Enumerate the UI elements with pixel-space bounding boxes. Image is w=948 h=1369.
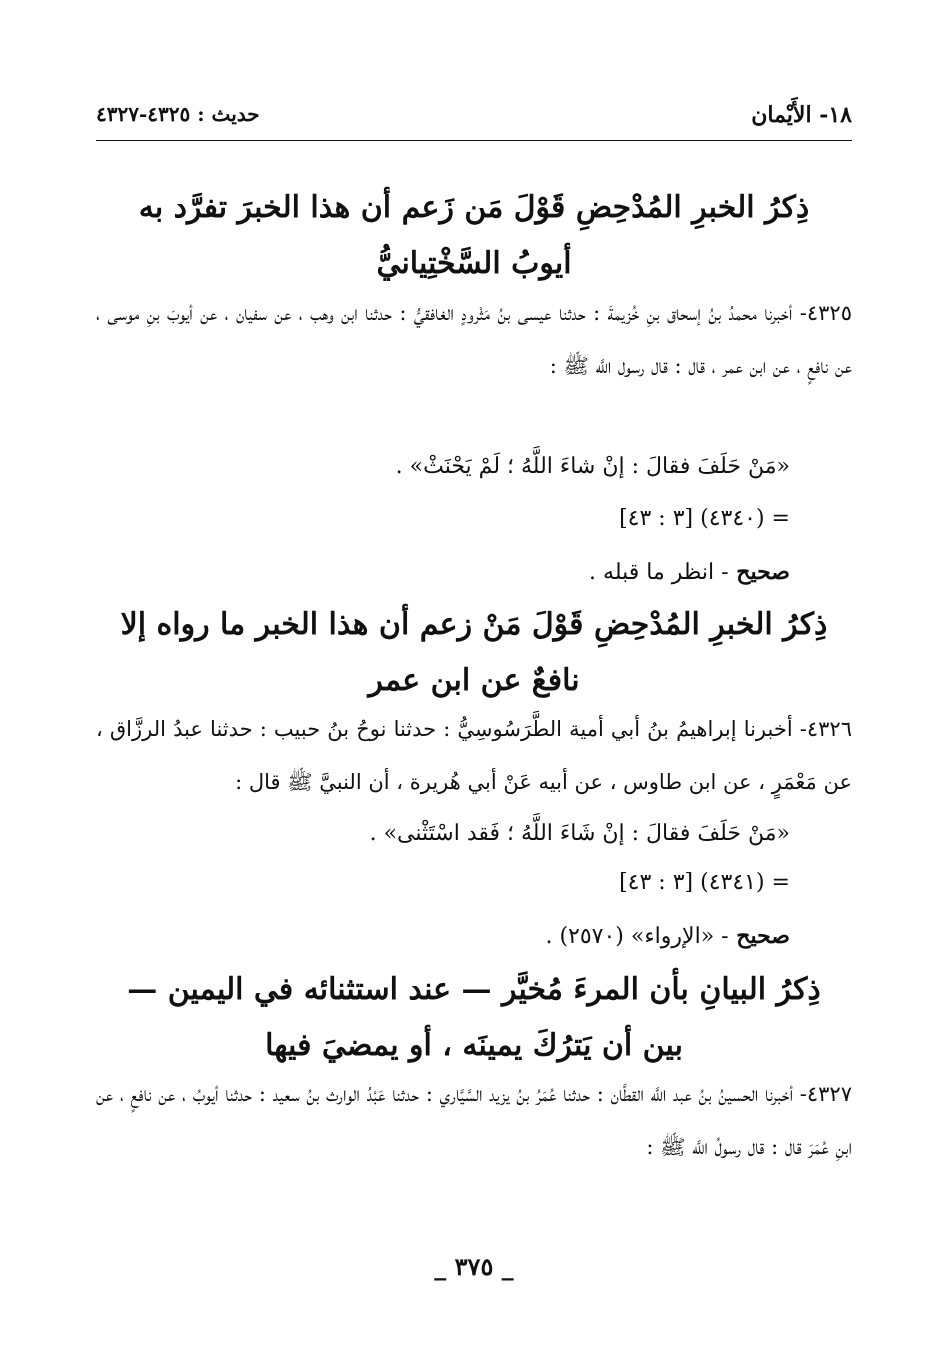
chapter-title: ١٨- الأَيْمان [751, 102, 852, 128]
hadith-reference: = (٤٣٤٠) [٣ : ٤٣] [619, 506, 790, 531]
hadith-matn: «مَنْ حَلَفَ فقالَ : إنْ شاءَ اللَّهُ ؛ لَمْ يَحْنَثْ» . [395, 454, 790, 479]
hadith-grade [545, 923, 790, 949]
section-heading: ذِكرُ الخبرِ المُدْحِضِ قَوْلَ مَن زَعم أن هذا الخبرَ تفرَّد به أيوبُ السَّخْتِيانيُّ [138, 190, 810, 281]
section-heading: ذِكرُ البيانِ بأن المرءَ مُخيَّر — عند استثنائه في اليمين — بين أن يَترُكَ يمينَه ، أو يمضيَ فيها [127, 972, 821, 1063]
hadith-isnad: ٤٣٢٥- أخبرنا محمدُ بنُ إسحاق بنِ خُزيمةَ : حدثنا عيسى بنُ مَثْرودٍ الغافقيُّ : حدثنا ابن وهب ، عن سفيان ، عن أيوبَ بنِ موسى ، عن نافعٍ ، عن ابن عمر ، قال : قال رسول اللَّه ﷺ : [96, 301, 852, 378]
page-number: _ ٣٧٥ _ [434, 1252, 514, 1281]
grade-label: صحيح [736, 559, 790, 585]
section-heading: ذِكرُ الخبرِ المُدْحِضِ قَوْلَ مَنْ زعم أن هذا الخبر ما رواه إلا نافعٌ عن ابن عمر [120, 607, 828, 698]
hadith-grade [589, 559, 790, 585]
hadith-isnad: ٤٣٢٧- أخبرنا الحسينُ بنُ عبد اللَّه القطَّان : حدثنا عُمَرُ بنُ يزيد السَّيَّاري : حدثنا عَبْدُ الوارث بنُ سعيد : حدثنا أيوبُ ، عن نافعٍ ، عن ابنِ عُمَرَ قال : قال رسولُ اللَّه ﷺ : [96, 1082, 852, 1159]
grade-note: - «الإرواء» (٢٥٧٠) . [545, 924, 729, 949]
grade-label: صحيح [736, 923, 790, 949]
hadith-matn: «مَنْ حَلَفَ فقالَ : إنْ شَاءَ اللَّهُ ؛ فَقد اسْتَثْنى» . [369, 821, 790, 846]
grade-note: - انظر ما قبله . [589, 560, 729, 585]
running-header [96, 100, 852, 134]
hadith-reference: = (٤٣٤١) [٣ : ٤٣] [619, 870, 790, 895]
hadith-isnad: ٤٣٢٦- أخبرنا إبراهيمُ بنُ أبي أمية الطَّرَسُوسِيُّ : حدثنا نوحُ بنُ حبيب : حدثنا عبدُ الرزَّاق ، عن مَعْمَرٍ ، عن ابن طاوس ، عن أبيه عَنْ أبي هُريرة ، أن النبيَّ ﷺ قال : [96, 717, 852, 794]
header-rule [96, 140, 852, 141]
hadith-range: حديث : ٤٣٢٥-٤٣٢٧ [96, 102, 260, 126]
